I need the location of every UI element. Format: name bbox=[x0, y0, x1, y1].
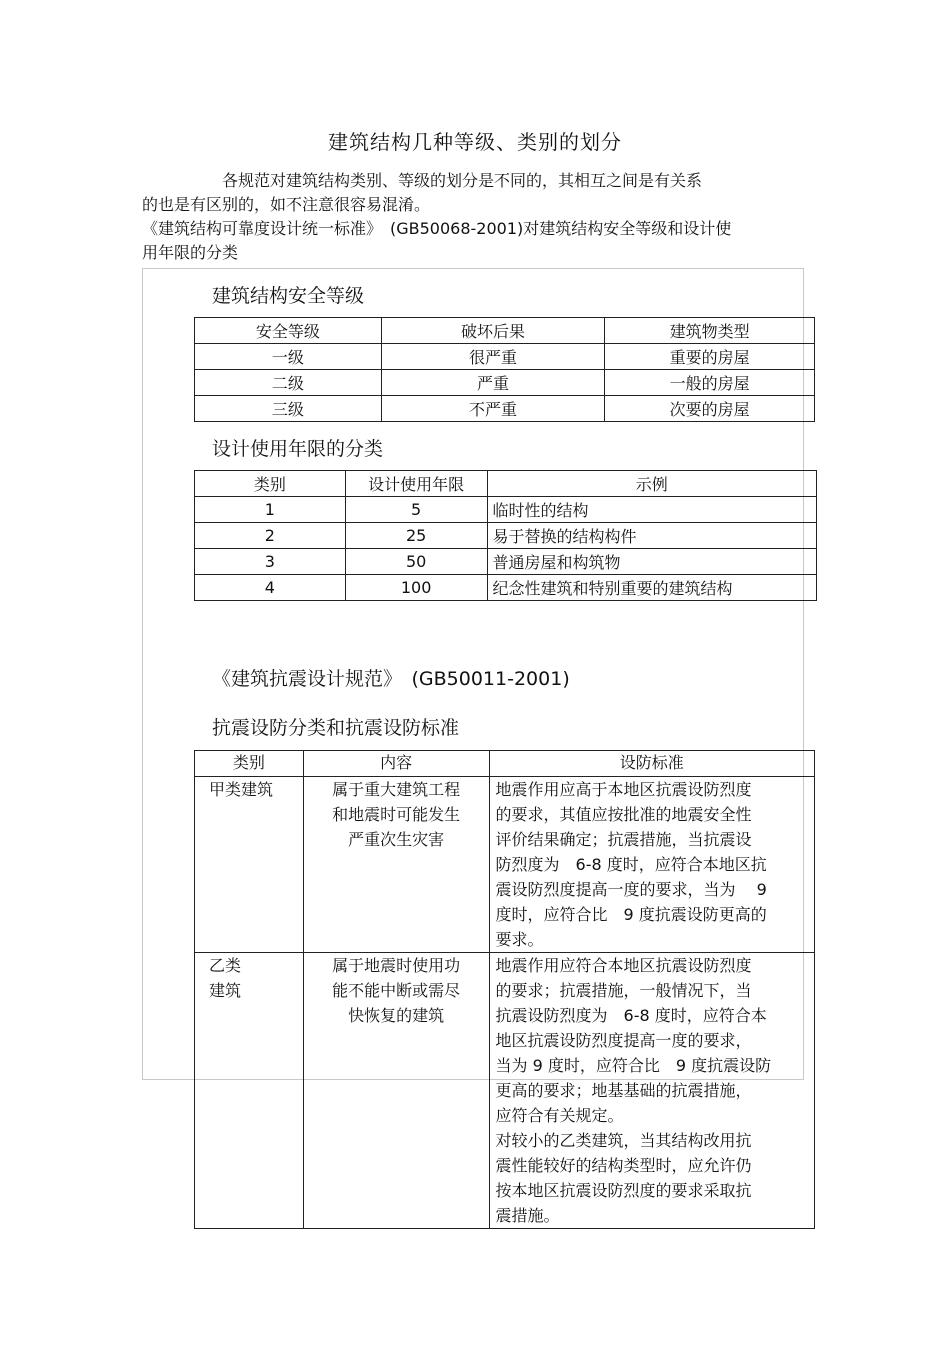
table-row bbox=[195, 549, 817, 575]
table-row bbox=[195, 523, 817, 549]
table-header-cell: 设防标准 bbox=[489, 751, 814, 777]
table-cell: 纪念性建筑和特别重要的建筑结构 bbox=[487, 575, 816, 601]
table-header-cell: 类别 bbox=[195, 751, 304, 777]
cell-line: 地震作用应符合本地区抗震设防烈度 bbox=[495, 956, 752, 975]
cell-line: 的要求，其值应按批准的地震安全性 bbox=[495, 805, 752, 824]
table-header-cell: 类别 bbox=[195, 471, 346, 497]
table-cell: 一级 bbox=[195, 344, 382, 370]
cell-line: 应符合有关规定。 bbox=[495, 1106, 624, 1125]
table-cell: 一般的房屋 bbox=[605, 370, 815, 396]
table-header-cell: 内容 bbox=[303, 751, 489, 777]
table-header-cell: 建筑物类型 bbox=[605, 318, 815, 344]
cell-line: 能不能中断或需尽 bbox=[332, 981, 461, 1000]
cell-line: 和地震时可能发生 bbox=[332, 805, 461, 824]
table-row bbox=[195, 575, 817, 601]
table-header-row bbox=[195, 318, 815, 344]
table-row bbox=[195, 396, 815, 422]
table-header-cell: 安全等级 bbox=[195, 318, 382, 344]
table-cell: 不严重 bbox=[381, 396, 605, 422]
cell-line: 震设防烈度提高一度的要求，当为 9 bbox=[495, 880, 767, 899]
table-cell: 严重 bbox=[381, 370, 605, 396]
cell-line: 震措施。 bbox=[495, 1206, 560, 1225]
table-row bbox=[195, 777, 815, 953]
page-title: 建筑结构几种等级、类别的划分 bbox=[328, 130, 622, 154]
cell-line: 按本地区抗震设防烈度的要求采取抗 bbox=[495, 1181, 752, 1200]
table-row bbox=[195, 370, 815, 396]
table-cell bbox=[195, 777, 304, 953]
table-header-row bbox=[195, 751, 815, 777]
table-header-cell: 破坏后果 bbox=[381, 318, 605, 344]
table-cell: 二级 bbox=[195, 370, 382, 396]
cell-line: 震性能较好的结构类型时，应允许仍 bbox=[495, 1156, 752, 1175]
table-row bbox=[195, 497, 817, 523]
table-cell: 临时性的结构 bbox=[487, 497, 816, 523]
table-cell: 3 bbox=[195, 549, 346, 575]
cell-line: 评价结果确定；抗震措施，当抗震设 bbox=[495, 830, 752, 849]
intro-line-2: 的也是有区别的，如不注意很容易混淆。 bbox=[142, 195, 431, 214]
cell-line: 抗震设防烈度为 6-8 度时，应符合本 bbox=[495, 1006, 767, 1025]
table-cell: 重要的房屋 bbox=[605, 344, 815, 370]
cell-line: 建筑 bbox=[209, 981, 242, 1000]
cell-line: 甲类建筑 bbox=[209, 780, 274, 799]
table-cell bbox=[489, 953, 814, 1229]
cell-line: 要求。 bbox=[495, 930, 544, 949]
table-cell bbox=[195, 953, 304, 1229]
cell-line: 的要求；抗震措施，一般情况下，当 bbox=[495, 981, 752, 1000]
table-cell: 次要的房屋 bbox=[605, 396, 815, 422]
cell-line: 严重次生灾害 bbox=[348, 830, 445, 849]
table-cell: 100 bbox=[345, 575, 487, 601]
table-header-row bbox=[195, 471, 817, 497]
table-cell bbox=[489, 777, 814, 953]
gb50068-line-1: 《建筑结构可靠度设计统一标准》 (GB50068-2001)对建筑结构安全等级和设计使 bbox=[142, 219, 732, 238]
safety-heading: 建筑结构安全等级 bbox=[212, 285, 365, 307]
table-cell: 50 bbox=[345, 549, 487, 575]
cell-line: 度时，应符合比 9 度抗震设防更高的 bbox=[495, 905, 767, 924]
table-cell: 易于替换的结构构件 bbox=[487, 523, 816, 549]
cell-line: 防烈度为 6-8 度时，应符合本地区抗 bbox=[495, 855, 767, 874]
cell-line: 地震作用应高于本地区抗震设防烈度 bbox=[495, 780, 752, 799]
gb50068-line-2: 用年限的分类 bbox=[142, 243, 239, 262]
cell-line: 对较小的乙类建筑，当其结构改用抗 bbox=[495, 1131, 752, 1150]
gb50011-title: 《建筑抗震设计规范》 (GB50011-2001) bbox=[212, 668, 570, 690]
cell-line: 属于重大建筑工程 bbox=[332, 780, 461, 799]
table-cell: 普通房屋和构筑物 bbox=[487, 549, 816, 575]
seismic-table bbox=[194, 750, 815, 1229]
cell-line: 地区抗震设防烈度提高一度的要求， bbox=[495, 1031, 752, 1050]
cell-line: 快恢复的建筑 bbox=[348, 1006, 445, 1025]
table-cell: 三级 bbox=[195, 396, 382, 422]
safety-table bbox=[194, 317, 815, 422]
table-cell: 2 bbox=[195, 523, 346, 549]
cell-line: 更高的要求；地基基础的抗震措施， bbox=[495, 1081, 752, 1100]
table-row bbox=[195, 344, 815, 370]
table-cell bbox=[303, 953, 489, 1229]
intro-line-1: 各规范对建筑结构类别、等级的划分是不同的，其相互之间是有关系 bbox=[222, 171, 703, 190]
table-cell: 很严重 bbox=[381, 344, 605, 370]
cell-line: 当为 9 度时，应符合比 9 度抗震设防 bbox=[495, 1056, 772, 1075]
table-cell bbox=[303, 777, 489, 953]
table-row bbox=[195, 953, 815, 1229]
table-cell: 1 bbox=[195, 497, 346, 523]
service-life-heading: 设计使用年限的分类 bbox=[212, 438, 384, 460]
cell-line: 属于地震时使用功 bbox=[332, 956, 461, 975]
table-header-cell: 设计使用年限 bbox=[345, 471, 487, 497]
seismic-heading: 抗震设防分类和抗震设防标准 bbox=[212, 717, 460, 739]
service-life-table bbox=[194, 470, 817, 601]
table-header-cell: 示例 bbox=[487, 471, 816, 497]
table-cell: 25 bbox=[345, 523, 487, 549]
cell-line: 乙类 bbox=[209, 956, 242, 975]
table-cell: 5 bbox=[345, 497, 487, 523]
table-cell: 4 bbox=[195, 575, 346, 601]
